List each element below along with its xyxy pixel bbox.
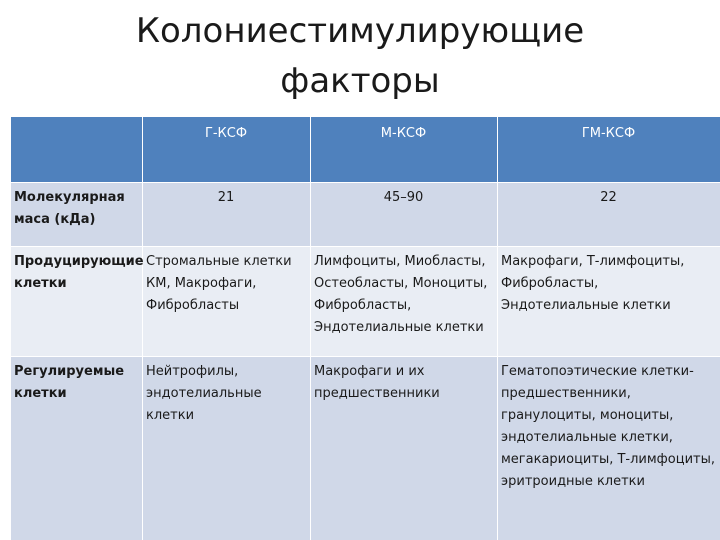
title-line-1: Колониестимулирующие xyxy=(135,11,585,51)
cell-regulated-m-csf: Макрофаги и их предшественники xyxy=(311,357,498,540)
table-row xyxy=(11,247,720,357)
header-g-csf: Г-КСФ xyxy=(143,117,311,183)
csf-comparison-table xyxy=(10,116,720,540)
cell-producing-g-csf: Стромальные клетки КМ, Макрофаги, Фибробласты xyxy=(143,247,311,357)
cell-producing-gm-csf: Макрофаги, Т-лимфоциты, Фибробласты, Эндотелиальные клетки xyxy=(498,247,720,357)
cell-mass-gm-csf: 22 xyxy=(498,183,720,247)
table-row xyxy=(11,183,720,247)
cell-producing-m-csf: Лимфоциты, Миобласты, Остеобласты, Моноциты, Фибробласты, Эндотелиальные клетки xyxy=(311,247,498,357)
title-line-2: факторы xyxy=(280,61,440,101)
header-empty xyxy=(11,117,143,183)
cell-mass-g-csf: 21 xyxy=(143,183,311,247)
row-label-molecular-mass: Молекулярная маса (кДа) xyxy=(11,183,143,247)
slide-title xyxy=(0,6,720,106)
cell-mass-m-csf: 45–90 xyxy=(311,183,498,247)
table-header-row xyxy=(11,117,720,183)
header-gm-csf: ГМ-КСФ xyxy=(498,117,720,183)
table-row xyxy=(11,357,720,540)
row-label-regulated-cells: Регулируемые клетки xyxy=(11,357,143,540)
header-m-csf: М-КСФ xyxy=(311,117,498,183)
row-label-producing-cells: Продуцирующие клетки xyxy=(11,247,143,357)
cell-regulated-g-csf: Нейтрофилы, эндотелиальные клетки xyxy=(143,357,311,540)
cell-regulated-gm-csf: Гематопоэтические клетки-предшественники, гранулоциты, моноциты, эндотелиальные клетки, мегакариоциты, Т-лимфоциты, эритроидные клетки xyxy=(498,357,720,540)
